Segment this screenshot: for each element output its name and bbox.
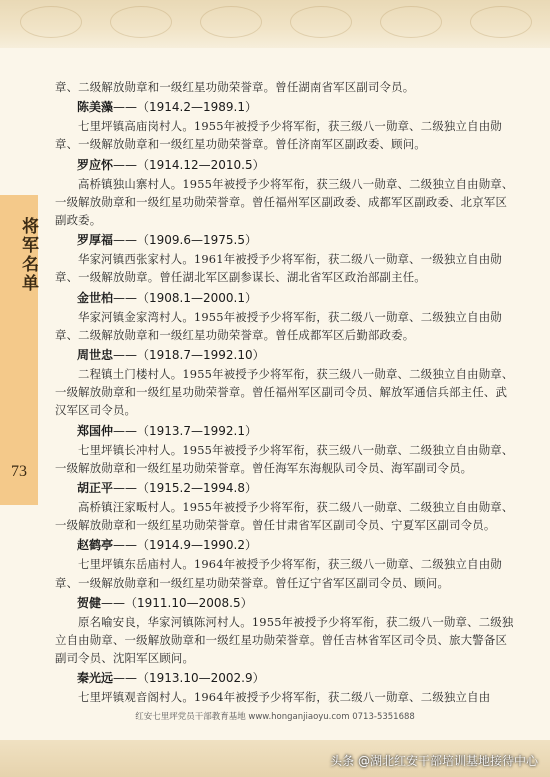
entry-dates: （1911.10—2008.5） [125,595,253,610]
decorative-motif [380,6,442,38]
entry-bio: 二程镇土门楼村人。1955年被授予少将军衔，获三级八一勋章、二级独立自由勋章、一级解放勋章和一级红星功勋荣誉章。曾任福州军区副司令员、解放军通信兵部主任、武汉军区司令员。 [55,367,514,418]
general-entry [55,230,517,286]
entry-bio: 七里坪镇高庙岗村人。1955年被授予少将军衔，获三级八一勋章、二级独立自由勋章、一级解放勋章和一级红星功勋荣誉章。曾任济南军区副政委、顾问。 [55,119,502,152]
entry-heading: 贺健——（1911.10—2008.5） [77,595,253,610]
entry-heading: 胡正平——（1915.2—1994.8） [77,481,257,496]
entry-heading: 陈美藻——（1914.2—1989.1） [77,100,257,115]
entry-heading: 罗应怀——（1914.12—2010.5） [77,157,265,172]
entry-bio: 原名喻安良，华家河镇陈河村人。1955年被授予少将军衔，获二级八一勋章、二级独立自由勋章、一级解放勋章和一级红星功勋荣誉章。曾任吉林省军区司令员、旅大警备区副司令员、沈阳军区顾问。 [55,614,514,666]
entry-heading: 罗厚福——（1909.6—1975.5） [77,233,257,248]
entry-heading: 赵鹤亭——（1914.9—1990.2） [77,538,257,553]
entry-dates: （1915.2—1994.8） [137,481,257,496]
entry-name: 罗厚福 [77,233,114,248]
entry-dates: （1908.1—2000.1） [137,290,257,305]
entry-bio: 七里坪镇东岳庙村人。1964年被授予少将军衔，获三级八一勋章、二级独立自由勋章、一级解放勋章和一级红星功勋荣誉章。曾任辽宁省军区副司令员、顾问。 [55,557,502,590]
entry-dates: （1914.12—2010.5） [137,157,265,172]
general-entry [55,478,517,534]
entry-name: 罗应怀 [77,157,114,172]
entry-bio: 高桥镇汪家畈村人。1955年被授予少将军衔，获二级八一勋章、二级独立自由勋章、一级解放勋章和一级红星功勋荣誉章。曾任甘肃省军区副司令员、宁夏军区副司令员。 [55,500,514,533]
chapter-title: 将军名单 [18,217,38,293]
general-entry [55,593,517,668]
entry-name: 秦光远 [77,671,114,686]
entry-heading: 周世忠——（1918.7—1992.10） [77,348,265,363]
entry-bio: 七里坪镇观音阁村人。1964年被授予少将军衔，获二级八一勋章、二级独立自由 [78,690,491,705]
decorative-motif [290,6,352,38]
entry-name: 周世忠 [77,348,114,363]
decorative-motif [20,6,82,38]
general-entry [55,155,517,230]
entry-name: 胡正平 [77,481,114,496]
entry-bio: 七里坪镇长冲村人。1955年被授予少将军衔，获三级八一勋章、二级独立自由勋章、一级解放勋章和一级红星功勋荣誉章。曾任海军东海舰队司令员、海军副司令员。 [55,442,514,475]
entry-heading: 秦光远——（1913.10—2002.9） [77,671,265,686]
entry-name: 陈美藻 [77,100,114,115]
entry-dates: （1909.6—1975.5） [137,233,257,248]
entry-heading: 郑国仲——（1913.7—1992.1） [77,423,257,438]
general-entry [55,345,517,420]
entry-heading: 金世柏——（1908.1—2000.1） [77,290,257,305]
paragraph-continuation: 章、二级解放勋章和一级红星功勋荣誉章。曾任湖南省军区副司令员。 [55,80,415,94]
document-body [55,78,517,707]
entry-bio: 华家河镇西张家村人。1961年被授予少将军衔，获二级八一勋章、一级独立自由勋章、一级解放勋章。曾任湖北军区副参谋长、湖北省军区政治部副主任。 [55,252,502,285]
general-entry [55,535,517,591]
decorative-motif [110,6,172,38]
entry-dates: （1914.2—1989.1） [137,100,257,115]
entry-name: 赵鹤亭 [77,538,114,553]
entry-bio: 高桥镇独山寨村人。1955年被授予少将军衔，获三级八一勋章、二级独立自由勋章、一级解放勋章和一级红星功勋荣誉章。曾任福州军区副政委、成都军区副政委、北京军区副政委。 [55,176,514,228]
entry-bio: 华家河镇金家湾村人。1955年被授予少将军衔，获二级八一勋章、二级独立自由勋章、二级解放勋章和一级红星功勋荣誉章。曾任成都军区后勤部政委。 [55,309,502,342]
general-entry [55,288,517,344]
entry-name: 贺健 [77,595,102,610]
entry-dates: （1913.7—1992.1） [137,423,257,438]
page-number: 73 [11,463,27,480]
decorative-header-band [0,0,550,48]
chapter-side-tab [0,195,38,505]
general-entry [55,668,517,706]
decorative-motif [200,6,262,38]
entry-dates: （1918.7—1992.10） [137,348,265,363]
page-footer: 红安七里坪党员干部教育基地 www.honganjiaoyu.com 0713-5351688 [135,712,415,722]
source-watermark: 头条 @湖北红安干部培训基地接待中心 [330,754,538,768]
entry-name: 郑国仲 [77,423,114,438]
general-entry [55,97,517,153]
decorative-motif [470,6,532,38]
entry-dates: （1913.10—2002.9） [137,671,265,686]
entry-name: 金世柏 [77,290,114,305]
general-entry [55,421,517,477]
entry-dates: （1914.9—1990.2） [137,538,257,553]
